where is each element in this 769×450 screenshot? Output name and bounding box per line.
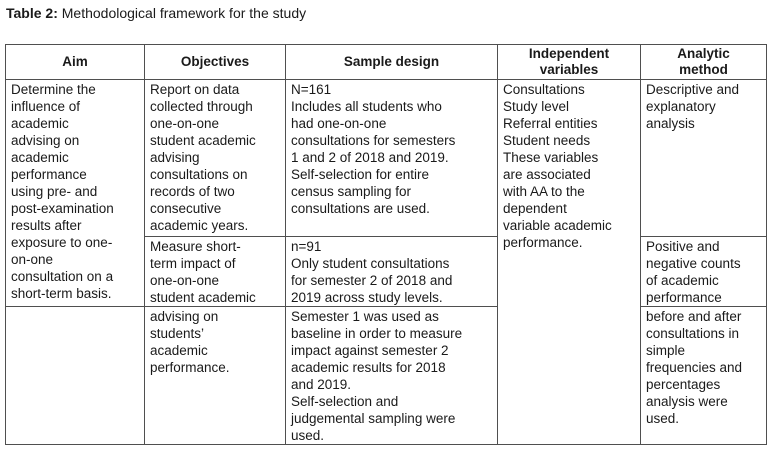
cell-objective-3: advising on students’ academic performance. <box>145 307 286 445</box>
cell-aim: Determine the influence of academic advising on academic performance using pre- and post-examination results after exposure to one- on-one consultation on a short-term basis. <box>6 80 145 307</box>
table-row <box>6 80 767 237</box>
table-caption-text: Methodological framework for the study <box>57 5 307 21</box>
cell-analytic-method-1: Descriptive and explanatory analysis <box>641 80 767 237</box>
table-row <box>6 307 767 445</box>
cell-analytic-method-2: Positive and negative counts of academic performance <box>641 237 767 307</box>
cell-analytic-method-3: before and after consultations in simple frequencies and percentages analysis were used. <box>641 307 767 445</box>
cell-sample-design-2: n=91 Only student consultations for semester 2 of 2018 and 2019 across study levels. <box>286 237 498 307</box>
cell-aim-empty <box>6 307 145 445</box>
cell-objective-2: Measure short- term impact of one-on-one student academic <box>145 237 286 307</box>
col-header-analytic-method: Analytic method <box>641 45 767 80</box>
table-caption-label: Table 2: <box>6 5 58 21</box>
header-row <box>6 45 767 80</box>
table-caption <box>6 5 769 22</box>
col-header-aim: Aim <box>6 45 145 80</box>
col-header-independent-variables: Independent variables <box>498 45 641 80</box>
methodology-framework-table <box>5 44 767 445</box>
col-header-objectives: Objectives <box>145 45 286 80</box>
cell-sample-design-1: N=161 Includes all students who had one-on-one consultations for semesters 1 and 2 of 2018 and 2019. Self-selection for entire census sampling for consultations are used. <box>286 80 498 237</box>
cell-sample-design-3: Semester 1 was used as baseline in order to measure impact against semester 2 academic results for 2018 and 2019. Self-selection and judgemental sampling were used. <box>286 307 498 445</box>
col-header-sample-design: Sample design <box>286 45 498 80</box>
cell-independent-variables: Consultations Study level Referral entities Student needs These variables are associated with AA to the dependent variable academic performance. <box>498 80 641 445</box>
cell-objective-1: Report on data collected through one-on-one student academic advising consultations on records of two consecutive academic years. <box>145 80 286 237</box>
